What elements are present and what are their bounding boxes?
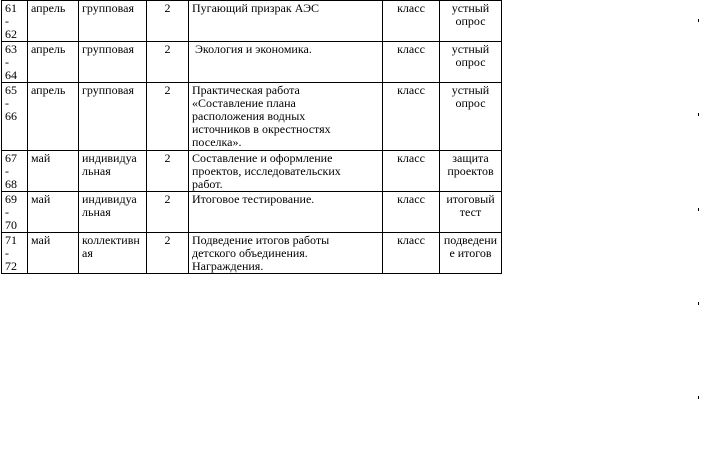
month-cell: май	[28, 192, 79, 233]
control-cell	[440, 1, 502, 42]
control-text: устный опрос	[451, 83, 490, 110]
lesson-number-end: 66	[5, 109, 17, 123]
lesson-number-cell	[2, 83, 28, 151]
lesson-number-dash: -	[5, 246, 9, 260]
month-cell: апрель	[28, 42, 79, 83]
control-text: устный опрос	[451, 42, 490, 69]
lesson-number-start: 71	[5, 233, 17, 247]
table-row	[2, 1, 502, 42]
lesson-number-start: 61	[5, 1, 17, 15]
lesson-number-cell	[2, 151, 28, 192]
hours-cell: 2	[147, 192, 189, 233]
lesson-number-start: 65	[5, 83, 17, 97]
lesson-number-dash: -	[5, 96, 9, 110]
form-cell	[79, 192, 147, 233]
control-cell	[440, 233, 502, 274]
hours-cell: 2	[147, 1, 189, 42]
lesson-number-dash: -	[5, 164, 9, 178]
month-cell: апрель	[28, 1, 79, 42]
month-cell: май	[28, 233, 79, 274]
place-cell: класс	[383, 192, 440, 233]
topic-cell	[189, 83, 383, 151]
form-text: индивидуа льная	[82, 192, 137, 219]
topic-text: Практическая работа «Составление плана расположения водных источников в окрестностях поселка».	[192, 83, 331, 149]
form-cell	[79, 233, 147, 274]
control-text: устный опрос	[451, 1, 490, 28]
lesson-number-end: 72	[5, 259, 17, 273]
lesson-number-dash: -	[5, 14, 9, 28]
page-edge-mark	[698, 396, 699, 399]
topic-cell	[189, 151, 383, 192]
form-cell	[79, 42, 147, 83]
lesson-number-start: 63	[5, 42, 17, 56]
lesson-number-end: 64	[5, 68, 17, 82]
place-cell: класс	[383, 83, 440, 151]
lesson-number-cell	[2, 233, 28, 274]
form-text: групповая	[82, 42, 134, 56]
control-cell	[440, 192, 502, 233]
form-text: индивидуа льная	[82, 151, 137, 178]
lesson-number-dash: -	[5, 55, 9, 69]
lesson-number-start: 69	[5, 192, 17, 206]
page-edge-mark	[698, 113, 699, 116]
topic-text: Подведение итогов работы детского объединения. Награждения.	[192, 233, 330, 273]
hours-cell: 2	[147, 83, 189, 151]
form-cell	[79, 151, 147, 192]
form-cell	[79, 83, 147, 151]
lesson-number-start: 67	[5, 151, 17, 165]
control-text: подведени е итогов	[443, 233, 498, 260]
form-cell	[79, 1, 147, 42]
form-text: групповая	[82, 83, 134, 97]
control-cell	[440, 83, 502, 151]
lesson-number-end: 70	[5, 218, 17, 232]
table-row	[2, 192, 502, 233]
page-edge-mark	[698, 19, 699, 22]
topic-text: Итоговое тестирование.	[192, 192, 315, 206]
page-edge-mark	[698, 208, 699, 211]
lesson-number-cell	[2, 1, 28, 42]
schedule-table	[1, 0, 502, 274]
month-cell: май	[28, 151, 79, 192]
table-row	[2, 233, 502, 274]
topic-text: Пугающий призрак АЭС	[192, 1, 319, 15]
topic-text: Экология и экономика.	[192, 42, 312, 56]
place-cell: класс	[383, 42, 440, 83]
control-text: защита проектов	[447, 151, 494, 178]
form-text: групповая	[82, 1, 134, 15]
month-cell: апрель	[28, 83, 79, 151]
lesson-number-end: 68	[5, 177, 17, 191]
form-text: коллективн ая	[82, 233, 140, 260]
place-cell: класс	[383, 151, 440, 192]
lesson-number-cell	[2, 192, 28, 233]
hours-cell: 2	[147, 42, 189, 83]
topic-text: Составление и оформление проектов, исследовательских работ.	[192, 151, 341, 191]
table-row	[2, 42, 502, 83]
topic-cell	[189, 1, 383, 42]
table-row	[2, 151, 502, 192]
control-text: итоговый тест	[446, 192, 495, 219]
hours-cell: 2	[147, 233, 189, 274]
lesson-number-cell	[2, 42, 28, 83]
control-cell	[440, 42, 502, 83]
lesson-number-end: 62	[5, 27, 17, 41]
place-cell: класс	[383, 233, 440, 274]
table-row	[2, 83, 502, 151]
topic-cell	[189, 233, 383, 274]
topic-cell	[189, 42, 383, 83]
topic-cell	[189, 192, 383, 233]
schedule-body	[2, 1, 502, 274]
control-cell	[440, 151, 502, 192]
hours-cell: 2	[147, 151, 189, 192]
lesson-number-dash: -	[5, 205, 9, 219]
page-edge-mark	[698, 302, 699, 305]
place-cell: класс	[383, 1, 440, 42]
